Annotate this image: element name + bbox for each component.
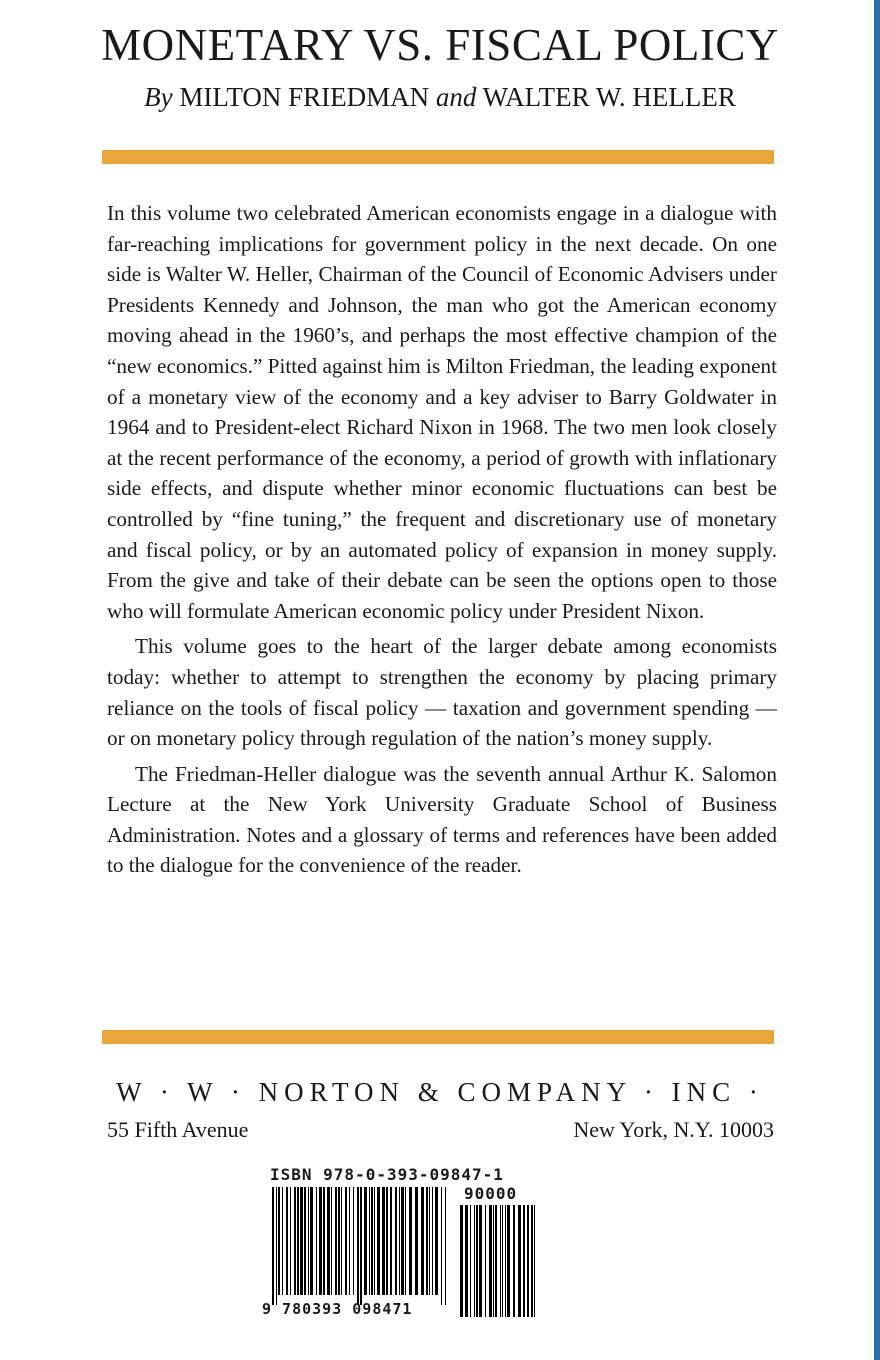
isbn-label: ISBN 978-0-393-09847-1 [270, 1165, 504, 1184]
barcode-bar [310, 1187, 313, 1295]
barcode-bar [276, 1187, 277, 1305]
barcode-bar [489, 1205, 492, 1317]
barcode-bar [523, 1205, 525, 1317]
barcode-bar [415, 1187, 418, 1295]
barcode-bar [505, 1205, 506, 1317]
barcode-bar [390, 1187, 392, 1295]
blurb-paragraph-3: The Friedman-Heller dialogue was the seventh annual Arthur K. Salomon Lecture at the New York University Graduate School of Business Administration. Notes and a glossary of terms and references have been added to the dialogue for the convenience of the reader. [107, 761, 777, 878]
barcode-bar [353, 1187, 354, 1295]
barcode-bar [502, 1205, 503, 1317]
barcode-bar [369, 1187, 370, 1295]
barcode-bar [327, 1187, 330, 1295]
top-accent-bar [102, 150, 774, 164]
bottom-accent-bar [102, 1030, 774, 1044]
barcode-bar [286, 1187, 288, 1295]
barcode-bar [495, 1205, 497, 1317]
blurb-text [107, 198, 777, 886]
barcode-bar [500, 1205, 501, 1317]
byline-and: and [435, 82, 477, 112]
barcode-bar [331, 1187, 332, 1295]
barcode-bar [308, 1187, 309, 1295]
barcode-bar [429, 1187, 430, 1295]
barcode-bar [290, 1187, 291, 1295]
barcode-bar [399, 1187, 400, 1295]
barcode-bar [493, 1205, 494, 1317]
barcode-bar [479, 1205, 482, 1317]
price-code: 90000 [464, 1184, 518, 1203]
barcode-bar [470, 1205, 471, 1317]
barcode-bar [282, 1187, 283, 1295]
author-heller: WALTER W. HELLER [482, 82, 736, 112]
barcode-bar [297, 1187, 299, 1295]
barcode-bar [278, 1187, 280, 1295]
barcode-bar [426, 1187, 428, 1295]
barcode-bar [513, 1205, 515, 1317]
publisher-street: 55 Fifth Avenue [107, 1117, 249, 1142]
barcode-bar [345, 1187, 347, 1295]
barcode-bar [518, 1205, 521, 1317]
byline-by: By [144, 82, 173, 112]
barcode-bar [294, 1187, 296, 1295]
barcode-bar [316, 1187, 317, 1295]
barcode-bar [401, 1187, 404, 1295]
barcode-bar [534, 1205, 535, 1317]
barcode-bar [364, 1187, 367, 1295]
byline [0, 80, 880, 114]
barcode-bar [371, 1187, 373, 1295]
barcode-bar [460, 1205, 463, 1317]
barcode-bar [441, 1187, 442, 1305]
barcode-bar [507, 1205, 510, 1317]
barcode-bar [357, 1187, 359, 1305]
barcode-bar [527, 1205, 529, 1317]
barcode-bar [531, 1205, 533, 1317]
barcode-bar [349, 1187, 350, 1295]
author-friedman: MILTON FRIEDMAN [179, 82, 430, 112]
publisher-city: New York, N.Y. 10003 [573, 1117, 774, 1142]
barcode-bar [445, 1187, 446, 1305]
publisher-name: W · W · NORTON & COMPANY · INC · [116, 1077, 764, 1107]
barcode-bar [432, 1187, 433, 1295]
barcode-bar [476, 1205, 478, 1317]
barcode-bar [377, 1187, 380, 1295]
barcode-bar [409, 1187, 412, 1295]
barcode-bar [386, 1187, 388, 1295]
barcode-bar [474, 1205, 475, 1317]
barcode-bar [272, 1187, 274, 1305]
barcode-bar [323, 1187, 325, 1295]
barcode-bar [421, 1187, 424, 1295]
barcode-bar [435, 1187, 438, 1295]
barcode-bar [300, 1187, 303, 1295]
barcode-bar [341, 1187, 342, 1295]
ean-digits: 9 780393 098471 [262, 1300, 413, 1318]
barcode-bar [485, 1205, 486, 1317]
book-title: MONETARY VS. FISCAL POLICY [101, 20, 779, 70]
barcode-bar [360, 1187, 362, 1305]
spine-edge [874, 0, 880, 1360]
barcode-bar [335, 1187, 337, 1295]
barcode-bar [374, 1187, 375, 1295]
barcode-bar [382, 1187, 385, 1295]
barcode-bar [465, 1205, 468, 1317]
barcode-bar [338, 1187, 340, 1295]
barcode-bar [304, 1187, 306, 1295]
barcode-bar [319, 1187, 322, 1295]
blurb-paragraph-2: This volume goes to the heart of the larger debate among economists today: whether to attempt to strengthen the economy by placing primary reliance on the tools of fiscal policy — taxation and government spending — or on monetary policy through regulation of the nation’s money supply. [107, 634, 777, 751]
barcode-bar [395, 1187, 397, 1295]
blurb-paragraph-1: In this volume two celebrated American economists engage in a dialogue with far-reaching implications for government policy in the next decade. On one side is Walter W. Heller, Chairman of the Council of Economic Advisers under Presidents Kennedy and Johnson, the man who got the American economy moving ahead in the 1960’s, and perhaps the most effective champion of the “new economics.” Pitted against him is Milton Friedman, the leading exponent of a monetary view of the economy and a key adviser to Barry Goldwater in 1964 and to President-elect Richard Nixon in 1968. The two men look closely at the recent performance of the economy, a period of growth with inflationary side effects, and dispute whether minor economic fluctuations can best be controlled by “fine tuning,” the frequent and discretionary use of monetary and fiscal policy, or by an automated policy of expansion in money supply. From the give and take of their debate can be seen the options open to those who will formulate American economic policy under President Nixon. [107, 201, 777, 623]
barcode-bar [405, 1187, 406, 1295]
